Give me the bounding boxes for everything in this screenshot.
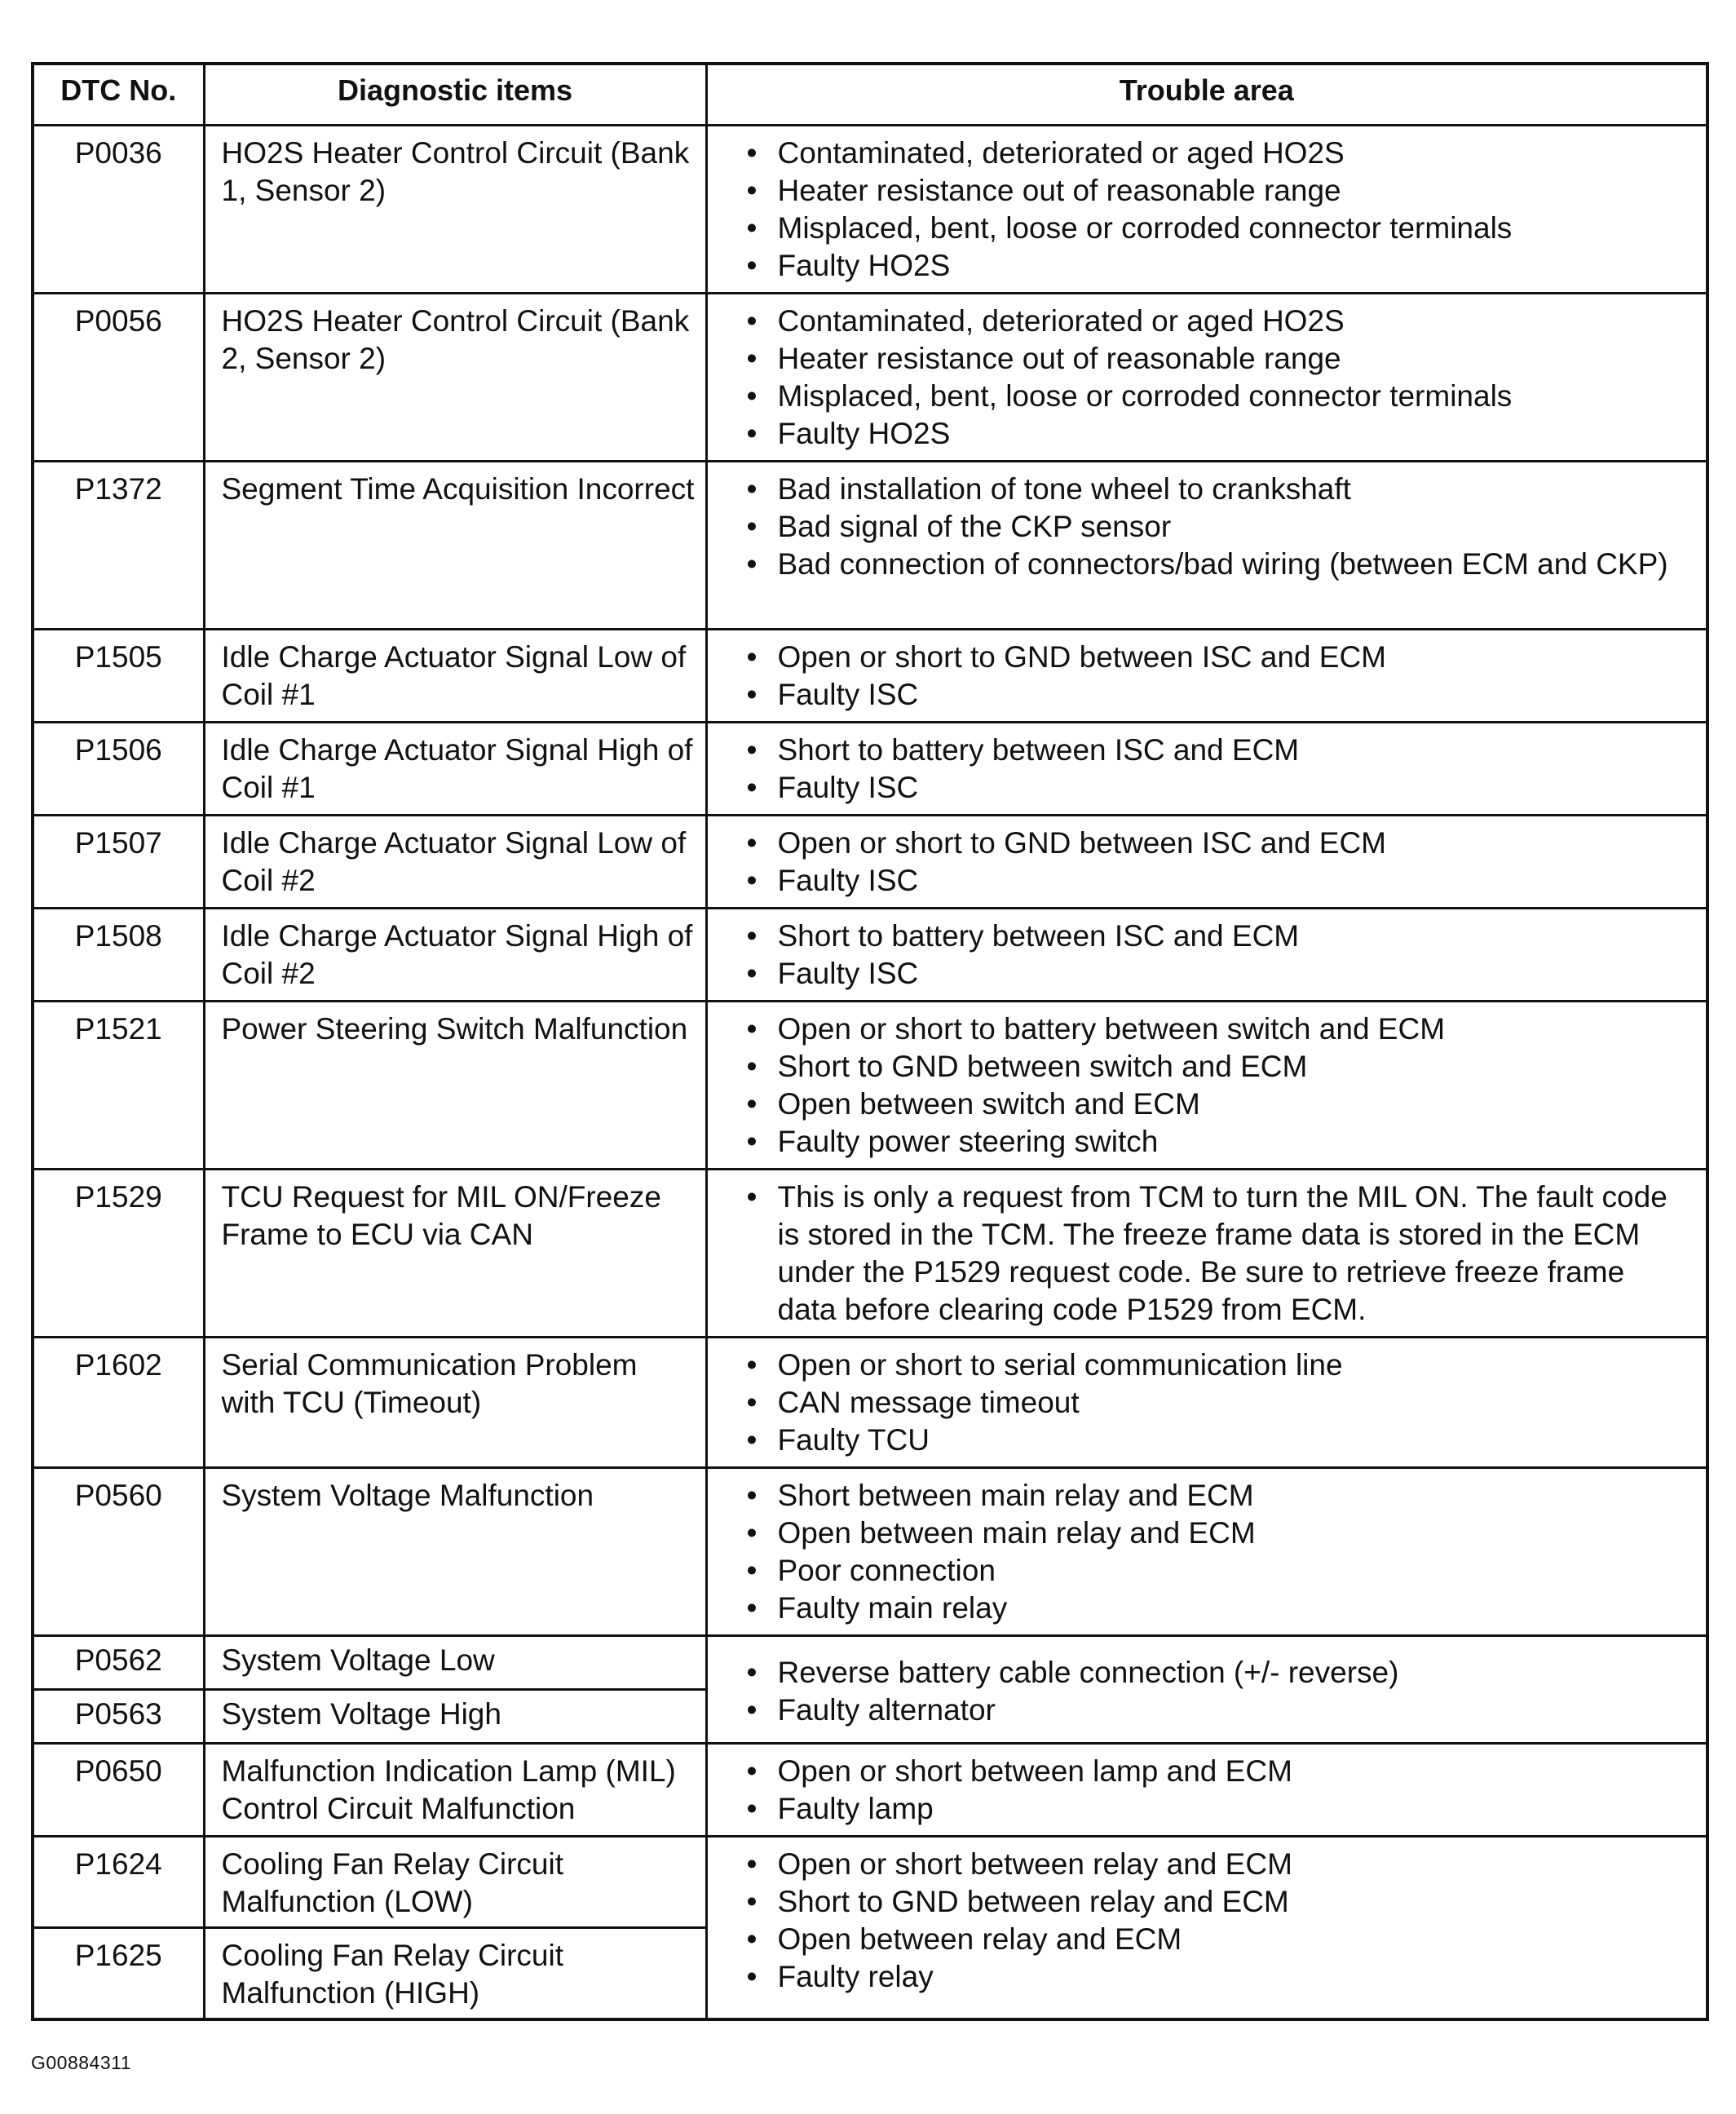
trouble-list (744, 471, 1690, 583)
trouble-area (706, 1170, 1707, 1338)
trouble-item: • CAN message timeout (744, 1384, 1690, 1422)
trouble-list (744, 918, 1690, 993)
diagnostic-item: System Voltage Malfunction (204, 1468, 706, 1636)
diagnostic-item: HO2S Heater Control Circuit (Bank 2, Sensor 2) (204, 294, 706, 462)
table-row (33, 1002, 1707, 1170)
trouble-item: • Faulty ISC (744, 955, 1690, 993)
dtc-code: P0056 (33, 294, 204, 462)
trouble-item: • Bad installation of tone wheel to crankshaft (744, 471, 1690, 508)
table-row (33, 126, 1707, 294)
diagnostic-item: Idle Charge Actuator Signal High of Coil #1 (204, 723, 706, 816)
table-row (33, 462, 1707, 630)
trouble-area (706, 1636, 1707, 1744)
dtc-code: P1625 (33, 1928, 204, 2019)
trouble-item: • Bad connection of connectors/bad wiring (between ECM and CKP) (744, 546, 1690, 583)
trouble-list (744, 825, 1690, 900)
dtc-code: P0562 (33, 1636, 204, 1690)
trouble-area (706, 1338, 1707, 1468)
trouble-list (744, 135, 1690, 285)
trouble-item: • Open or short to battery between switch and ECM (744, 1011, 1690, 1048)
table-row (33, 1636, 1707, 1690)
trouble-item: • Short to battery between ISC and ECM (744, 918, 1690, 955)
trouble-item: • This is only a request from TCM to turn the MIL ON. The fault code is stored in the TCM. The freeze frame data is stored in the ECM under the P1529 request code. Be sure to retrieve freeze frame data before clearing code P1529 from ECM. (744, 1179, 1690, 1329)
dtc-code: P0650 (33, 1744, 204, 1837)
trouble-item: • Open or short between relay and ECM (744, 1846, 1690, 1883)
table-row (33, 1338, 1707, 1468)
table-row (33, 816, 1707, 909)
dtc-code: P0560 (33, 1468, 204, 1636)
diagnostic-item: Idle Charge Actuator Signal Low of Coil #1 (204, 630, 706, 723)
trouble-item: • Short to GND between switch and ECM (744, 1048, 1690, 1086)
trouble-item: • Faulty HO2S (744, 247, 1690, 285)
dtc-code: P1521 (33, 1002, 204, 1170)
trouble-item: • Faulty lamp (744, 1790, 1690, 1828)
trouble-item: • Open or short to GND between ISC and ECM (744, 639, 1690, 676)
trouble-item: • Faulty HO2S (744, 415, 1690, 453)
diagnostic-item: Segment Time Acquisition Incorrect (204, 462, 706, 630)
trouble-area (706, 630, 1707, 723)
dtc-code: P0036 (33, 126, 204, 294)
trouble-list (744, 639, 1690, 714)
trouble-item: • Contaminated, deteriorated or aged HO2S (744, 135, 1690, 172)
trouble-item: • Open or short to serial communication line (744, 1347, 1690, 1384)
trouble-item: • Heater resistance out of reasonable range (744, 172, 1690, 210)
dtc-code: P1624 (33, 1837, 204, 1928)
trouble-area (706, 294, 1707, 462)
trouble-item: • Open between relay and ECM (744, 1921, 1690, 1958)
trouble-area (706, 1468, 1707, 1636)
header-trouble-area: Trouble area (706, 64, 1707, 126)
trouble-list (744, 1179, 1690, 1329)
trouble-list (744, 1753, 1690, 1828)
table-row (33, 294, 1707, 462)
trouble-area (706, 462, 1707, 630)
trouble-list (744, 732, 1690, 807)
trouble-list (744, 303, 1690, 453)
diagnostic-item: Idle Charge Actuator Signal Low of Coil #2 (204, 816, 706, 909)
dtc-code: P1372 (33, 462, 204, 630)
diagnostic-item: Idle Charge Actuator Signal High of Coil #2 (204, 909, 706, 1002)
trouble-item: • Faulty TCU (744, 1422, 1690, 1459)
trouble-item: • Faulty alternator (744, 1692, 1690, 1729)
table-row (33, 1837, 1707, 1928)
diagnostic-item: System Voltage High (204, 1690, 706, 1744)
table-row (33, 1468, 1707, 1636)
trouble-item: • Faulty power steering switch (744, 1123, 1690, 1161)
diagnostic-item: Cooling Fan Relay Circuit Malfunction (LOW) (204, 1837, 706, 1928)
dtc-code: P1507 (33, 816, 204, 909)
trouble-item: • Open or short to GND between ISC and ECM (744, 825, 1690, 862)
trouble-item: • Faulty main relay (744, 1590, 1690, 1627)
diagnostic-item: Power Steering Switch Malfunction (204, 1002, 706, 1170)
header-diagnostic-items: Diagnostic items (204, 64, 706, 126)
trouble-item: • Open between switch and ECM (744, 1086, 1690, 1123)
table-row (33, 723, 1707, 816)
trouble-item: • Reverse battery cable connection (+/- reverse) (744, 1654, 1690, 1692)
trouble-area (706, 1837, 1707, 2019)
dtc-table (31, 62, 1709, 2021)
trouble-item: • Faulty ISC (744, 769, 1690, 807)
dtc-code: P1505 (33, 630, 204, 723)
trouble-item: • Faulty ISC (744, 676, 1690, 714)
trouble-item: • Misplaced, bent, loose or corroded connector terminals (744, 378, 1690, 415)
trouble-area (706, 126, 1707, 294)
dtc-code: P1508 (33, 909, 204, 1002)
header-dtc-no: DTC No. (33, 64, 204, 126)
trouble-item: • Open or short between lamp and ECM (744, 1753, 1690, 1790)
trouble-item: • Faulty ISC (744, 862, 1690, 900)
table-row (33, 1744, 1707, 1837)
figure-id: G00884311 (31, 2052, 132, 2073)
trouble-area (706, 1744, 1707, 1837)
trouble-list (744, 1011, 1690, 1161)
trouble-item: • Heater resistance out of reasonable range (744, 340, 1690, 378)
dtc-code: P0563 (33, 1690, 204, 1744)
trouble-area (706, 1002, 1707, 1170)
trouble-area (706, 723, 1707, 816)
trouble-item: • Short to GND between relay and ECM (744, 1883, 1690, 1921)
trouble-list (744, 1654, 1690, 1729)
trouble-item: • Bad signal of the CKP sensor (744, 508, 1690, 546)
trouble-item: • Poor connection (744, 1552, 1690, 1590)
dtc-code: P1602 (33, 1338, 204, 1468)
diagnostic-item: Cooling Fan Relay Circuit Malfunction (HIGH) (204, 1928, 706, 2019)
diagnostic-item: Serial Communication Problem with TCU (Timeout) (204, 1338, 706, 1468)
diagnostic-item: TCU Request for MIL ON/Freeze Frame to ECU via CAN (204, 1170, 706, 1338)
dtc-code: P1529 (33, 1170, 204, 1338)
diagnostic-item: HO2S Heater Control Circuit (Bank 1, Sensor 2) (204, 126, 706, 294)
table-row (33, 630, 1707, 723)
trouble-item: • Misplaced, bent, loose or corroded connector terminals (744, 210, 1690, 247)
trouble-list (744, 1347, 1690, 1459)
dtc-code: P1506 (33, 723, 204, 816)
trouble-area (706, 909, 1707, 1002)
trouble-item: • Faulty relay (744, 1958, 1690, 1996)
trouble-area (706, 816, 1707, 909)
table-header-row (33, 64, 1707, 126)
diagnostic-item: System Voltage Low (204, 1636, 706, 1690)
trouble-item: • Short between main relay and ECM (744, 1477, 1690, 1515)
trouble-item: • Open between main relay and ECM (744, 1515, 1690, 1552)
diagnostic-item: Malfunction Indication Lamp (MIL) Control Circuit Malfunction (204, 1744, 706, 1837)
table-row (33, 1170, 1707, 1338)
trouble-item: • Short to battery between ISC and ECM (744, 732, 1690, 769)
trouble-list (744, 1477, 1690, 1627)
trouble-item: • Contaminated, deteriorated or aged HO2S (744, 303, 1690, 340)
table-row (33, 909, 1707, 1002)
trouble-list (744, 1846, 1690, 1996)
